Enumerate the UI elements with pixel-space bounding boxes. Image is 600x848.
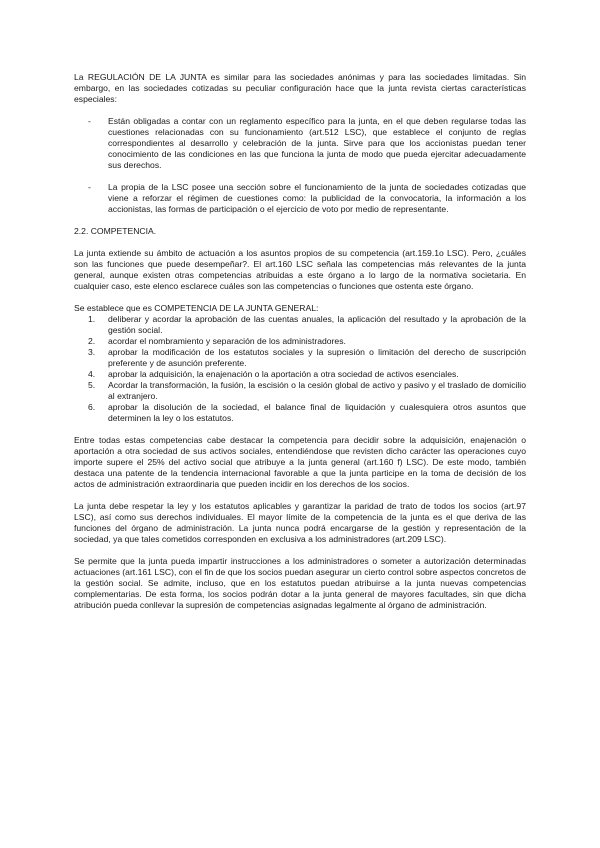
section-heading: 2.2. COMPETENCIA. (74, 226, 157, 236)
bullet-text: Están obligadas a contar con un reglamento específico para la junta, en el que deben regularse todas las cuestiones relacionadas con su funcionamiento (art.512 LSC), que establece el conjunto de reglas correspondientes al desarrollo y celebración de la junta. Sirve para que los accionistas puedan tener conocimiento de las condiciones en las que funciona la junta de modo que pueda ejercitar adecuadamente sus derechos. (108, 116, 526, 170)
list-item (74, 182, 526, 215)
list-intro: Se establece que es COMPETENCIA DE LA JUNTA GENERAL: (74, 303, 319, 313)
item-text: aprobar la disolución de la sociedad, el balance final de liquidación y cualesquiera otros asuntos que determinen la ley o los estatutos. (108, 402, 526, 423)
list-item (74, 402, 526, 424)
item-number: 4. (88, 369, 96, 379)
item-text: acordar el nombramiento y separación de los administradores. (108, 336, 346, 346)
item-text: aprobar la adquisición, la enajenación o la aportación a otra sociedad de activos esenciales. (108, 369, 459, 379)
item-number: 5. (88, 380, 96, 390)
list-item (74, 336, 526, 347)
list-item (74, 347, 526, 369)
list-item (74, 380, 526, 402)
item-text: Acordar la transformación, la fusión, la escisión o la cesión global de activo y pasivo y el traslado de domicilio al extranjero. (108, 380, 526, 401)
bullet-marker: - (88, 182, 91, 192)
list-item (74, 314, 526, 336)
item-number: 2. (88, 336, 96, 346)
item-text: deliberar y acordar la aprobación de las cuentas anuales, la aplicación del resultado y la aprobación de la gestión social. (108, 314, 526, 335)
item-number: 1. (88, 314, 96, 324)
instructions-paragraph: Se permite que la junta pueda impartir instrucciones a los administradores o someter a autorización determinadas actuaciones (art.161 LSC), con el fin de que los socios puedan asegurar un cierto control sobre aspectos concretos de la gestión social. Se admite, incluso, que en los estatutos puedan atribuirse a la junta nuevas competencias complementarias. De esta forma, los socios podrán dotar a la junta general de mayores facultades, sin que dicha atribución pueda conllevar la supresión de competencias asignadas legalmente al órgano de administración. (74, 556, 526, 610)
intro-paragraph: La REGULACIÓN DE LA JUNTA es similar para las sociedades anónimas y para las sociedades limitadas. Sin embargo, en las sociedades cotizadas su peculiar configuración hace que la junta revista ciertas características especiales: (74, 72, 526, 104)
limits-paragraph: La junta debe respetar la ley y los estatutos aplicables y garantizar la paridad de trato de todos los socios (art.97 LSC), así como sus derechos individuales. El mayor límite de la competencia de la junta es el que deriva de las funciones del órgano de administración. La junta nunca podrá encargarse de la gestión y representación de la sociedad, ya que tales cometidos corresponden en exclusiva a los administradores (art.209 LSC). (74, 501, 526, 544)
competence-list (74, 314, 526, 424)
document-body (74, 72, 526, 611)
highlight-paragraph: Entre todas estas competencias cabe destacar la competencia para decidir sobre la adquisición, enajenación o aportación a otra sociedad de sus activos sociales, entendiéndose que revisten dicho carácter las operaciones cuyo importe supere el 25% del activo social que atribuye a la junta general (art.160 f) LSC). De este modo, también destaca una patente de la tendencia internacional favorable a que la junta participe en la toma de decisión de los actos de administración extraordinaria que pueden incidir en los derechos de los socios. (74, 435, 526, 489)
item-number: 3. (88, 347, 96, 357)
features-list (74, 116, 526, 215)
list-item (74, 369, 526, 380)
bullet-text: La propia de la LSC posee una sección sobre el funcionamiento de la junta de sociedades cotizadas que viene a reforzar el régimen de cuestiones como: la publicidad de la convocatoria, la información a los accionistas, las formas de participación o el ejercicio de voto por medio de representante. (108, 182, 526, 214)
item-text: aprobar la modificación de los estatutos sociales y la supresión o limitación del derecho de suscripción preferente y de asunción preferente. (108, 347, 526, 368)
item-number: 6. (88, 402, 96, 412)
list-item (74, 116, 526, 171)
competence-paragraph: La junta extiende su ámbito de actuación a los asuntos propios de su competencia (art.159.1o LSC). Pero, ¿cuáles son las funciones que puede desempeñar?. El art.160 LSC señala las competencias más relevantes de la junta general, aunque existen otras competencias atribuidas a este órgano a lo largo de la normativa societaria. En cualquier caso, este elenco esclarece cuáles son las competencias o funciones que ostenta este órgano. (74, 248, 526, 291)
bullet-marker: - (88, 116, 91, 126)
